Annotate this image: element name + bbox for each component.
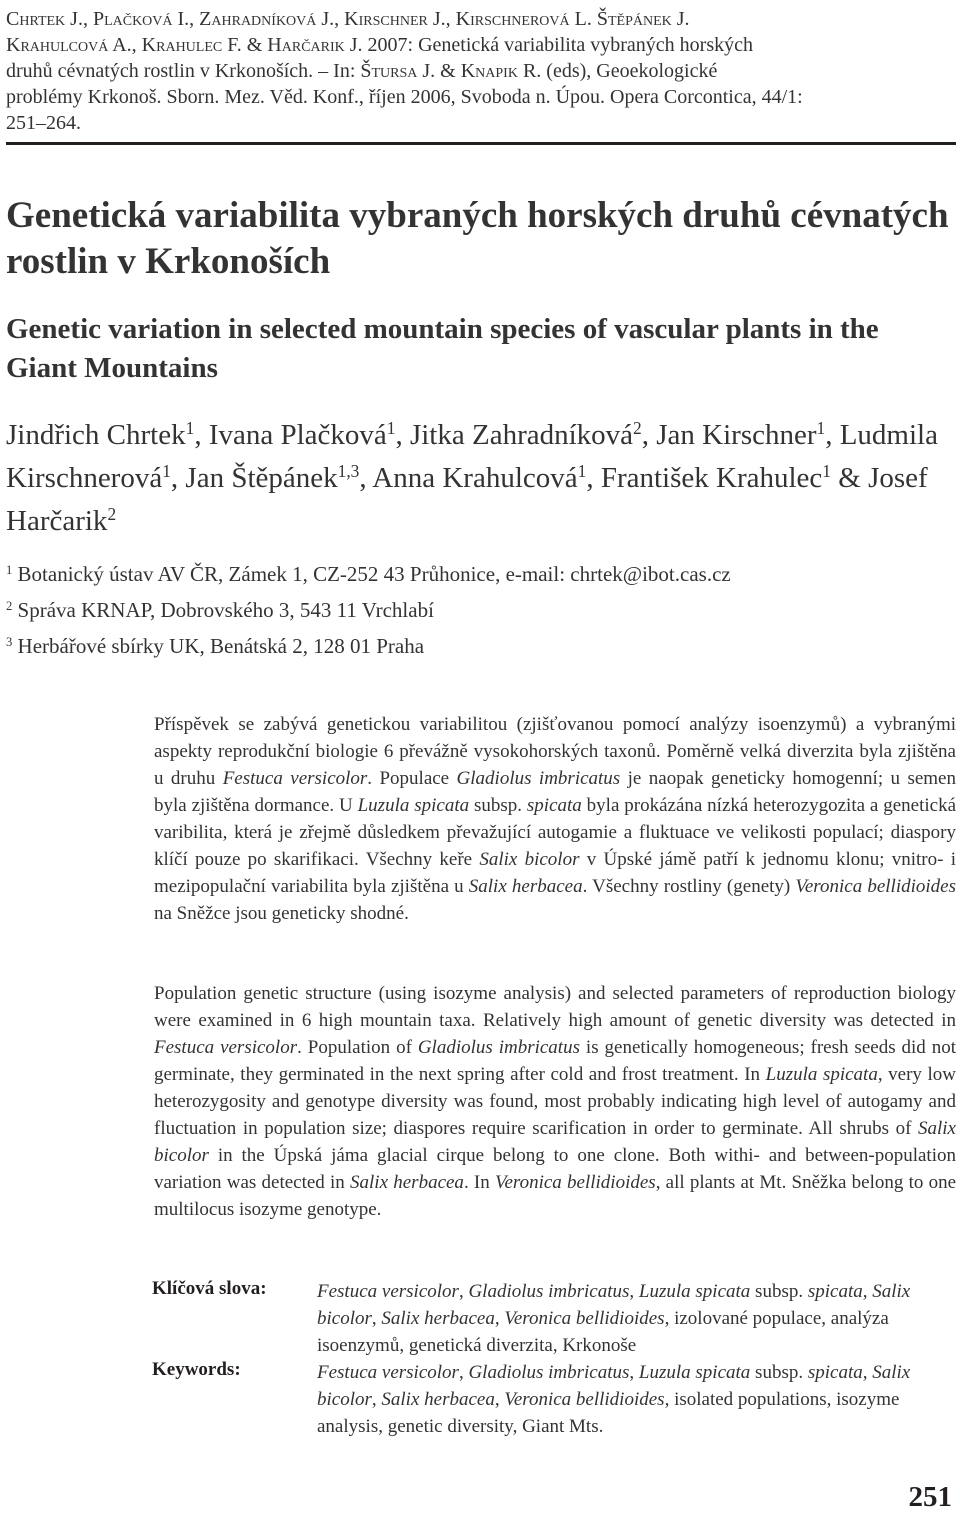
page-number: 251 <box>908 1481 952 1513</box>
taxon-name: Veronica bellidioides <box>494 1172 656 1193</box>
taxon-name: Luzula spicata <box>638 1281 751 1302</box>
citation-line-1 <box>6 6 954 32</box>
author-name: Jan Štěpánek <box>185 462 338 494</box>
text-run: , <box>862 1362 873 1383</box>
text-run: . Všechny rostliny (genety) <box>582 876 796 897</box>
taxon-name: spicata <box>526 795 582 816</box>
taxon-name: Salix herbacea <box>381 1308 495 1329</box>
affiliation-text: Herbářové sbírky UK, Benátská 2, 128 01 Praha <box>12 634 425 658</box>
taxon-name: Salix herbacea <box>350 1172 464 1193</box>
taxon-name: Salix herbacea <box>468 876 583 897</box>
text-run: subsp. <box>750 1362 808 1383</box>
author-name: Jitka Zahradníková <box>409 419 634 451</box>
author-affiliation-marker: 2 <box>107 504 117 525</box>
text-run: Příspěvek se zabývá genetickou variabilitou (zjišťovanou pomocí analýzy isoenzymů) a vybranými aspekty reprodukční biologie 6 převážně vysokohorských taxonů. Poměrně velká diverzita byla zjištěna u druhu <box>154 714 956 789</box>
text-run: subsp. <box>469 795 527 816</box>
keywords-cs-text <box>317 1278 957 1359</box>
text-run: subsp. <box>750 1281 808 1302</box>
taxon-name: Festuca versicolor <box>317 1362 459 1383</box>
text-run: , <box>458 1362 469 1383</box>
author-list: Jindřich Chrtek$^1$, Ivana Plačková$^1$, Jitka Zahradníková$^2$, Jan Kirschner$^1$, Ludmila Kirschnerová$^1$, Jan Štěpánek$^{1,3}$, Anna Krahulcová$^1$, František Krahulec$^1$ & Josef Harčarik$^2$ <box>6 418 938 537</box>
text-run: , <box>629 1281 639 1302</box>
taxon-name: Luzula spicata <box>765 1064 878 1085</box>
header-rule <box>6 142 956 145</box>
text-run: , <box>494 1389 505 1410</box>
taxon-name: Gladiolus imbricatus <box>417 1037 580 1058</box>
text-run: , isolated populations, isozyme analysis, genetic diversity, Giant Mts. <box>317 1389 900 1437</box>
text-run: , very low heterozygosity and genotype diversity was found, most probably indicating high level of autogamy and fluctuation in population size; diaspores require scarification in order to germinate. All shrubs of <box>154 1064 957 1139</box>
citation-editors: Štursa J. & Knapik R. <box>360 60 542 82</box>
author-affiliation-marker: 1 <box>577 461 587 482</box>
taxon-name: Veronica bellidioides <box>504 1389 665 1410</box>
text-run: is genetically homogeneous; fresh seeds did not germinate, they germinated in the next spring after cold and frost treatment. In <box>154 1037 956 1085</box>
taxon-name: Salix bicolor <box>154 1118 956 1166</box>
citation-eds: (eds), Geoekologické <box>541 60 718 82</box>
affiliation-number: 1 <box>6 563 13 578</box>
citation-year-title: 2007: Genetická variabilita vybraných horských <box>362 34 753 56</box>
taxon-name: Salix bicolor <box>317 1281 911 1329</box>
text-run: . In <box>463 1172 495 1193</box>
text-run: . Populace <box>367 768 457 789</box>
taxon-name: Gladiolus imbricatus <box>468 1281 630 1302</box>
taxon-name: Gladiolus imbricatus <box>468 1362 630 1383</box>
text-run: Population genetic structure (using isozyme analysis) and selected parameters of reproduction biology were examined in 6 high mountain taxa. Relatively high amount of genetic diversity was detected in <box>154 983 956 1031</box>
text-run: , izolované populace, analýza isoenzymů, genetická diverzita, Krkonoše <box>317 1308 889 1356</box>
text-run: . Population of <box>297 1037 418 1058</box>
affiliation-number: 3 <box>6 635 13 650</box>
taxon-name: Salix bicolor <box>317 1362 911 1410</box>
citation-line-3 <box>6 58 954 84</box>
taxon-name: spicata <box>807 1281 863 1302</box>
author-affiliation-marker: 1 <box>185 418 195 439</box>
text-run: , <box>862 1281 873 1302</box>
text-run: v Úpské jámě patří k jednomu klonu; vnitro- i mezipopulační variabilita byla zjištěna u <box>154 849 956 897</box>
title-english: Genetic variation in selected mountain species of vascular plants in the Giant Mountains <box>6 313 879 384</box>
taxon-name: Luzula spicata <box>638 1362 751 1383</box>
affiliation <box>6 594 954 630</box>
taxon-name: Festuca versicolor <box>154 1037 298 1058</box>
author-name: Jindřich Chrtek <box>6 419 186 451</box>
keywords-cs-label: Klíčová slova: <box>152 1278 267 1299</box>
text-run: byla prokázána nízká heterozygozita a genetická varibilita, která je zřejmě důsledkem převažující autogamie a fluktuace ve velikosti populací; diaspory klíčí pouze po skarifikaci. Všechny keře <box>154 795 957 870</box>
text-run: , <box>629 1362 639 1383</box>
affiliation <box>6 630 954 666</box>
citation-authors-2: Krahulcová A., Krahulec F. & Harčarik J. <box>6 34 363 56</box>
taxon-name: spicata <box>807 1362 863 1383</box>
author-affiliation-marker: 1 <box>162 461 171 482</box>
taxon-name: Luzula spicata <box>357 795 470 816</box>
author-name: Ludmila Kirschnerová <box>6 419 938 494</box>
author-name: Josef Harčarik <box>6 462 928 537</box>
taxon-name: Gladiolus imbricatus <box>456 768 621 789</box>
text-run: je naopak geneticky homogenní; u semen byla zjištěna dormance. U <box>154 768 956 816</box>
author-affiliation-marker: 1 <box>822 461 831 482</box>
author-affiliation-marker: 1 <box>816 418 826 439</box>
affiliation-number: 2 <box>6 599 13 614</box>
author-affiliation-marker: 1,3 <box>337 461 360 482</box>
author-name: Anna Krahulcová <box>372 462 578 494</box>
affiliation-text: Správa KRNAP, Dobrovského 3, 543 11 Vrchlabí <box>12 598 434 622</box>
title-czech: Genetická variabilita vybraných horských druhů cévnatých rostlin v Krkonoších <box>6 195 949 282</box>
citation-authors: Chrtek J., Plačková I., Zahradníková J., Kirschner J., Kirschnerová L. Štěpánek J. <box>6 8 690 30</box>
taxon-name: Salix bicolor <box>479 849 580 870</box>
taxon-name: Salix herbacea <box>381 1389 495 1410</box>
author-name: František Krahulec <box>600 462 823 494</box>
text-run: , <box>371 1308 382 1329</box>
affiliation-text: Botanický ústav AV ČR, Zámek 1, CZ-252 43 Průhonice, e-mail: chrtek@ibot.cas.cz <box>12 562 731 586</box>
abstract-czech <box>154 711 956 927</box>
taxon-name: Festuca versicolor <box>222 768 368 789</box>
affiliation-list <box>6 558 954 666</box>
citation <box>6 6 954 136</box>
citation-line-4: problémy Krkonoš. Sborn. Mez. Věd. Konf., říjen 2006, Svoboda n. Úpou. Opera Corcontica, 44/1: <box>6 86 803 108</box>
text-run: , <box>458 1281 469 1302</box>
text-run: , <box>494 1308 505 1329</box>
citation-line-5: 251–264. <box>6 112 81 134</box>
text-run: , all plants at Mt. Sněžka belong to one multilocus isozyme genotype. <box>154 1172 956 1220</box>
taxon-name: Festuca versicolor <box>317 1281 459 1302</box>
taxon-name: Veronica bellidioides <box>504 1308 665 1329</box>
author-affiliation-marker: 1 <box>386 418 396 439</box>
citation-title-end: druhů cévnatých rostlin v Krkonoších. – In: <box>6 60 361 82</box>
author-name: Jan Kirschner <box>656 419 817 451</box>
citation-line-2 <box>6 32 954 58</box>
author-affiliation-marker: 2 <box>633 418 642 439</box>
taxon-name: Veronica bellidioides <box>795 876 956 897</box>
text-run: na Sněžce jsou geneticky shodné. <box>154 903 409 924</box>
keywords-en-text <box>317 1359 957 1440</box>
text-run: in the Úpská jáma glacial cirque belong to one clone. Both withi- and between-population variation was detected in <box>154 1145 956 1193</box>
text-run: , <box>371 1389 382 1410</box>
keywords-en-label: Keywords: <box>152 1359 241 1380</box>
abstract-english <box>154 980 956 1223</box>
affiliation <box>6 558 954 594</box>
author-name: Ivana Plačková <box>208 419 387 451</box>
